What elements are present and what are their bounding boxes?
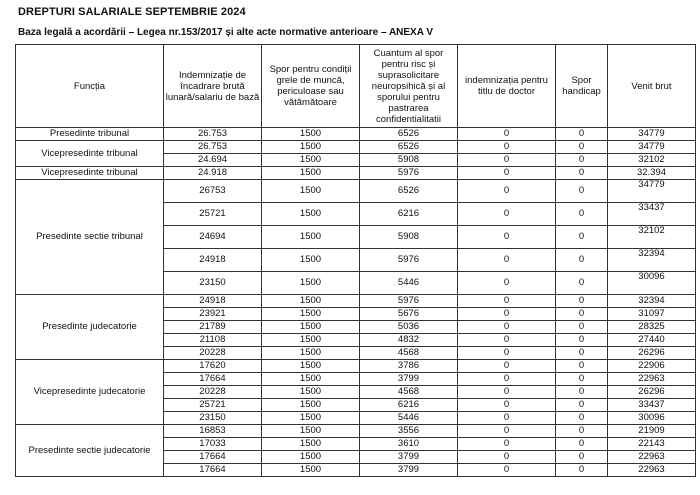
cell-functia: Vicepresedinte tribunal: [16, 167, 164, 180]
cell-spor-conditii: 1500: [262, 412, 360, 425]
cell-spor-handicap: 0: [556, 399, 608, 412]
cell-titlu-doctor: 0: [458, 451, 556, 464]
cell-venit-brut: 22963: [608, 451, 696, 464]
cell-spor-risc: 3799: [360, 464, 458, 477]
cell-venit-brut: 26296: [608, 386, 696, 399]
cell-indemnizatie: 21108: [164, 334, 262, 347]
cell-spor-handicap: 0: [556, 451, 608, 464]
cell-spor-risc: 4568: [360, 386, 458, 399]
cell-titlu-doctor: 0: [458, 295, 556, 308]
cell-functia: Vicepresedinte judecatorie: [16, 360, 164, 425]
cell-spor-risc: 5976: [360, 249, 458, 272]
cell-spor-conditii: 1500: [262, 321, 360, 334]
cell-spor-risc: 5446: [360, 412, 458, 425]
cell-spor-handicap: 0: [556, 464, 608, 477]
cell-titlu-doctor: 0: [458, 180, 556, 203]
cell-titlu-doctor: 0: [458, 308, 556, 321]
cell-spor-risc: 5676: [360, 308, 458, 321]
cell-indemnizatie: 24.918: [164, 167, 262, 180]
cell-spor-risc: 6526: [360, 180, 458, 203]
cell-spor-risc: 6216: [360, 203, 458, 226]
cell-venit-brut: 34779: [608, 180, 696, 203]
header-titlu-doctor: indemnizația pentru titlu de doctor: [458, 45, 556, 128]
cell-spor-conditii: 1500: [262, 464, 360, 477]
cell-spor-handicap: 0: [556, 425, 608, 438]
cell-spor-handicap: 0: [556, 154, 608, 167]
cell-spor-handicap: 0: [556, 180, 608, 203]
cell-spor-conditii: 1500: [262, 425, 360, 438]
cell-venit-brut: 21909: [608, 425, 696, 438]
cell-spor-risc: 5446: [360, 272, 458, 295]
cell-titlu-doctor: 0: [458, 226, 556, 249]
cell-titlu-doctor: 0: [458, 272, 556, 295]
table-row: [16, 128, 696, 141]
cell-titlu-doctor: 0: [458, 334, 556, 347]
cell-titlu-doctor: 0: [458, 203, 556, 226]
cell-spor-risc: 3799: [360, 373, 458, 386]
cell-indemnizatie: 24918: [164, 295, 262, 308]
cell-indemnizatie: 17664: [164, 464, 262, 477]
cell-titlu-doctor: 0: [458, 412, 556, 425]
cell-spor-conditii: 1500: [262, 373, 360, 386]
cell-indemnizatie: 17033: [164, 438, 262, 451]
cell-spor-handicap: 0: [556, 334, 608, 347]
cell-spor-conditii: 1500: [262, 226, 360, 249]
cell-venit-brut: 28325: [608, 321, 696, 334]
cell-titlu-doctor: 0: [458, 360, 556, 373]
cell-spor-conditii: 1500: [262, 272, 360, 295]
table-row: [16, 180, 696, 203]
cell-indemnizatie: 21789: [164, 321, 262, 334]
cell-spor-conditii: 1500: [262, 451, 360, 464]
cell-venit-brut: 30096: [608, 412, 696, 425]
cell-spor-conditii: 1500: [262, 128, 360, 141]
cell-indemnizatie: 20228: [164, 347, 262, 360]
cell-functia: Vicepresedinte tribunal: [16, 141, 164, 167]
cell-spor-risc: 3786: [360, 360, 458, 373]
cell-venit-brut: 33437: [608, 203, 696, 226]
cell-spor-handicap: 0: [556, 373, 608, 386]
header-indemnizatie-incadrare: Indemnizație de încadrare brută lunară/salariu de bază: [164, 45, 262, 128]
table-row: [16, 141, 696, 154]
cell-spor-risc: 3610: [360, 438, 458, 451]
cell-spor-conditii: 1500: [262, 249, 360, 272]
cell-indemnizatie: 17620: [164, 360, 262, 373]
cell-venit-brut: 32102: [608, 154, 696, 167]
cell-indemnizatie: 20228: [164, 386, 262, 399]
cell-indemnizatie: 25721: [164, 203, 262, 226]
salary-table: [15, 44, 696, 477]
cell-indemnizatie: 25721: [164, 399, 262, 412]
cell-indemnizatie: 24694: [164, 226, 262, 249]
cell-spor-risc: 5908: [360, 154, 458, 167]
cell-spor-conditii: 1500: [262, 203, 360, 226]
cell-spor-handicap: 0: [556, 203, 608, 226]
cell-indemnizatie: 26.753: [164, 141, 262, 154]
cell-spor-risc: 5036: [360, 321, 458, 334]
cell-spor-handicap: 0: [556, 226, 608, 249]
cell-spor-conditii: 1500: [262, 154, 360, 167]
cell-venit-brut: 30096: [608, 272, 696, 295]
cell-spor-risc: 6216: [360, 399, 458, 412]
cell-spor-conditii: 1500: [262, 399, 360, 412]
cell-venit-brut: 22143: [608, 438, 696, 451]
cell-venit-brut: 34779: [608, 141, 696, 154]
cell-venit-brut: 34779: [608, 128, 696, 141]
table-row: [16, 425, 696, 438]
cell-indemnizatie: 16853: [164, 425, 262, 438]
cell-spor-risc: 5908: [360, 226, 458, 249]
header-spor-conditii: Spor pentru condiții grele de muncă, periculoase sau vătămătoare: [262, 45, 360, 128]
cell-venit-brut: 22963: [608, 464, 696, 477]
cell-functia: Presedinte sectie tribunal: [16, 180, 164, 295]
cell-titlu-doctor: 0: [458, 373, 556, 386]
cell-spor-risc: 6526: [360, 141, 458, 154]
cell-indemnizatie: 17664: [164, 373, 262, 386]
cell-spor-handicap: 0: [556, 295, 608, 308]
cell-spor-risc: 4832: [360, 334, 458, 347]
cell-spor-handicap: 0: [556, 360, 608, 373]
cell-titlu-doctor: 0: [458, 347, 556, 360]
table-body: [16, 128, 696, 477]
cell-spor-handicap: 0: [556, 438, 608, 451]
cell-spor-handicap: 0: [556, 167, 608, 180]
cell-indemnizatie: 23150: [164, 412, 262, 425]
header-spor-handicap: Spor handicap: [556, 45, 608, 128]
cell-venit-brut: 32394: [608, 295, 696, 308]
cell-spor-handicap: 0: [556, 308, 608, 321]
cell-venit-brut: 22906: [608, 360, 696, 373]
cell-titlu-doctor: 0: [458, 128, 556, 141]
cell-titlu-doctor: 0: [458, 464, 556, 477]
cell-spor-risc: 6526: [360, 128, 458, 141]
cell-venit-brut: 26296: [608, 347, 696, 360]
cell-spor-risc: 5976: [360, 167, 458, 180]
page-subtitle: Baza legală a acordării – Legea nr.153/2017 și alte acte normative anterioare – ANEXA V: [18, 27, 434, 38]
cell-spor-handicap: 0: [556, 128, 608, 141]
cell-titlu-doctor: 0: [458, 438, 556, 451]
cell-titlu-doctor: 0: [458, 141, 556, 154]
cell-spor-handicap: 0: [556, 347, 608, 360]
cell-indemnizatie: 23150: [164, 272, 262, 295]
cell-indemnizatie: 26753: [164, 180, 262, 203]
cell-indemnizatie: 24.694: [164, 154, 262, 167]
header-row: [16, 45, 696, 128]
header-functia: Funcția: [16, 45, 164, 128]
cell-spor-risc: 3799: [360, 451, 458, 464]
cell-spor-conditii: 1500: [262, 334, 360, 347]
cell-spor-conditii: 1500: [262, 360, 360, 373]
cell-titlu-doctor: 0: [458, 386, 556, 399]
cell-venit-brut: 32.394: [608, 167, 696, 180]
cell-spor-conditii: 1500: [262, 347, 360, 360]
cell-venit-brut: 33437: [608, 399, 696, 412]
cell-venit-brut: 31097: [608, 308, 696, 321]
cell-titlu-doctor: 0: [458, 167, 556, 180]
cell-spor-conditii: 1500: [262, 180, 360, 203]
cell-functia: Presedinte tribunal: [16, 128, 164, 141]
cell-venit-brut: 32102: [608, 226, 696, 249]
cell-venit-brut: 32394: [608, 249, 696, 272]
cell-spor-conditii: 1500: [262, 438, 360, 451]
cell-spor-handicap: 0: [556, 272, 608, 295]
cell-spor-handicap: 0: [556, 141, 608, 154]
cell-spor-risc: 4568: [360, 347, 458, 360]
cell-indemnizatie: 17664: [164, 451, 262, 464]
cell-spor-risc: 5976: [360, 295, 458, 308]
cell-functia: Presedinte sectie judecatorie: [16, 425, 164, 477]
cell-spor-conditii: 1500: [262, 295, 360, 308]
cell-indemnizatie: 23921: [164, 308, 262, 321]
cell-titlu-doctor: 0: [458, 321, 556, 334]
cell-venit-brut: 27440: [608, 334, 696, 347]
cell-spor-handicap: 0: [556, 412, 608, 425]
cell-titlu-doctor: 0: [458, 399, 556, 412]
cell-spor-conditii: 1500: [262, 308, 360, 321]
page-title: DREPTURI SALARIALE SEPTEMBRIE 2024: [18, 6, 246, 18]
cell-functia: Presedinte judecatorie: [16, 295, 164, 360]
cell-indemnizatie: 24918: [164, 249, 262, 272]
header-spor-risc: Cuantum al spor pentru risc și suprasolicitare neuropsihică și al sporului pentru pastrarea confidentialitatii: [360, 45, 458, 128]
cell-spor-handicap: 0: [556, 321, 608, 334]
cell-spor-conditii: 1500: [262, 141, 360, 154]
table-row: [16, 167, 696, 180]
table-row: [16, 360, 696, 373]
header-venit-brut: Venit brut: [608, 45, 696, 128]
cell-spor-handicap: 0: [556, 386, 608, 399]
cell-titlu-doctor: 0: [458, 249, 556, 272]
cell-spor-handicap: 0: [556, 249, 608, 272]
table-row: [16, 295, 696, 308]
cell-spor-conditii: 1500: [262, 386, 360, 399]
cell-titlu-doctor: 0: [458, 154, 556, 167]
cell-indemnizatie: 26.753: [164, 128, 262, 141]
cell-venit-brut: 22963: [608, 373, 696, 386]
cell-spor-conditii: 1500: [262, 167, 360, 180]
cell-spor-risc: 3556: [360, 425, 458, 438]
cell-titlu-doctor: 0: [458, 425, 556, 438]
